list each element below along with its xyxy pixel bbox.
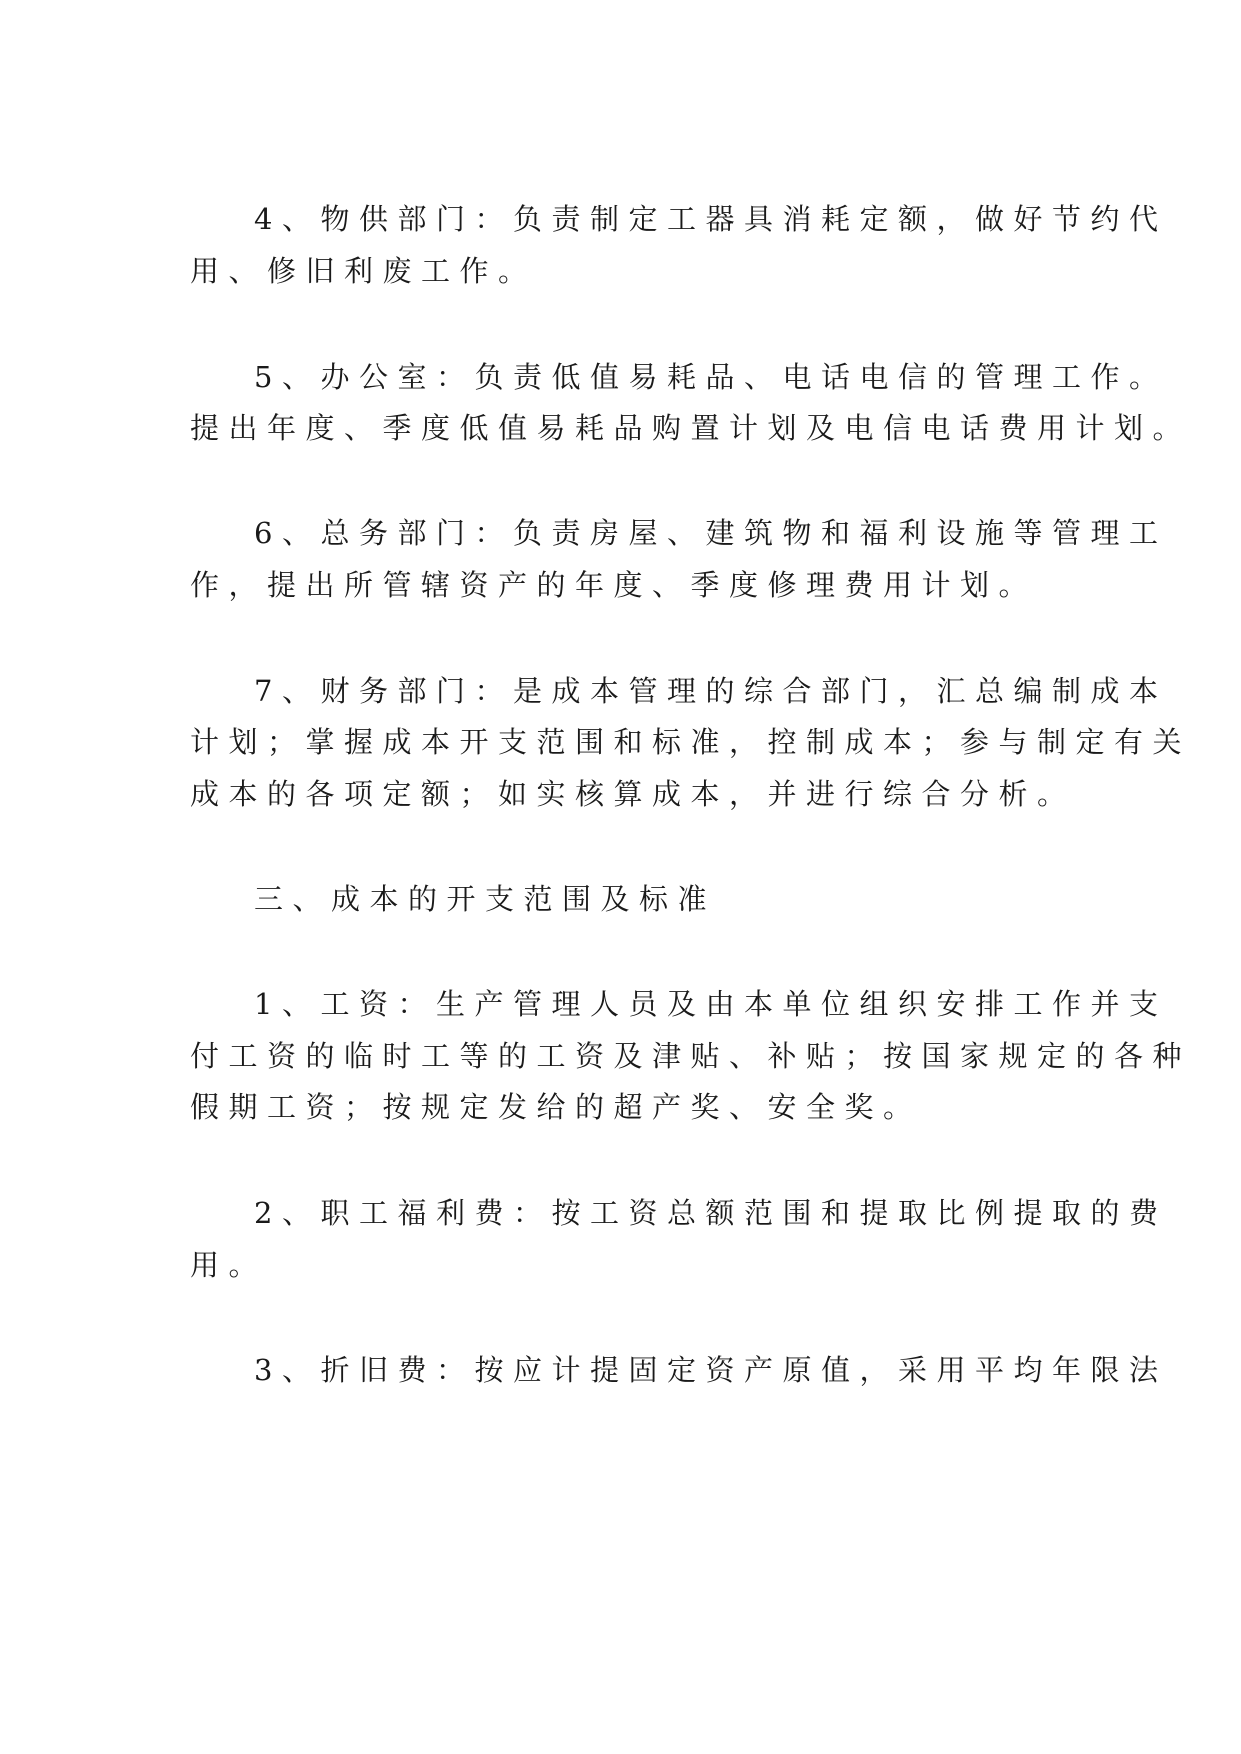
paragraph-item-6-line-1: 6、总务部门：负责房屋、建筑物和福利设施等管理工 (254, 516, 1168, 550)
paragraph-item-5-line-2: 提出年度、季度低值易耗品购置计划及电信电话费用计划。 (190, 411, 1192, 445)
paragraph-item-4-line-1: 4、物供部门：负责制定工器具消耗定额，做好节约代 (254, 202, 1168, 236)
paragraph-item-7-line-3: 成本的各项定额；如实核算成本，并进行综合分析。 (190, 777, 1076, 811)
paragraph-item-7-line-2: 计划；掌握成本开支范围和标准，控制成本；参与制定有关 (190, 725, 1192, 759)
paragraph-item-1-line-3: 假期工资；按规定发给的超产奖、安全奖。 (190, 1090, 922, 1124)
paragraph-item-5-line-1: 5、办公室：负责低值易耗品、电话电信的管理工作。 (254, 360, 1168, 394)
paragraph-item-6-line-2: 作，提出所管辖资产的年度、季度修理费用计划。 (190, 568, 1038, 602)
paragraph-item-1-line-1: 1、工资：生产管理人员及由本单位组织安排工作并支 (254, 987, 1168, 1021)
section-heading: 三、成本的开支范围及标准 (254, 882, 717, 916)
paragraph-item-2-line-2: 用。 (190, 1248, 268, 1282)
paragraph-item-7-line-1: 7、财务部门：是成本管理的综合部门，汇总编制成本 (254, 674, 1168, 708)
paragraph-item-1-line-2: 付工资的临时工等的工资及津贴、补贴；按国家规定的各种 (190, 1039, 1192, 1073)
paragraph-item-4-line-2: 用、修旧利废工作。 (190, 254, 537, 288)
paragraph-item-3-line-1: 3、折旧费：按应计提固定资产原值，采用平均年限法 (254, 1353, 1168, 1387)
paragraph-item-2-line-1: 2、职工福利费：按工资总额范围和提取比例提取的费 (254, 1196, 1168, 1230)
